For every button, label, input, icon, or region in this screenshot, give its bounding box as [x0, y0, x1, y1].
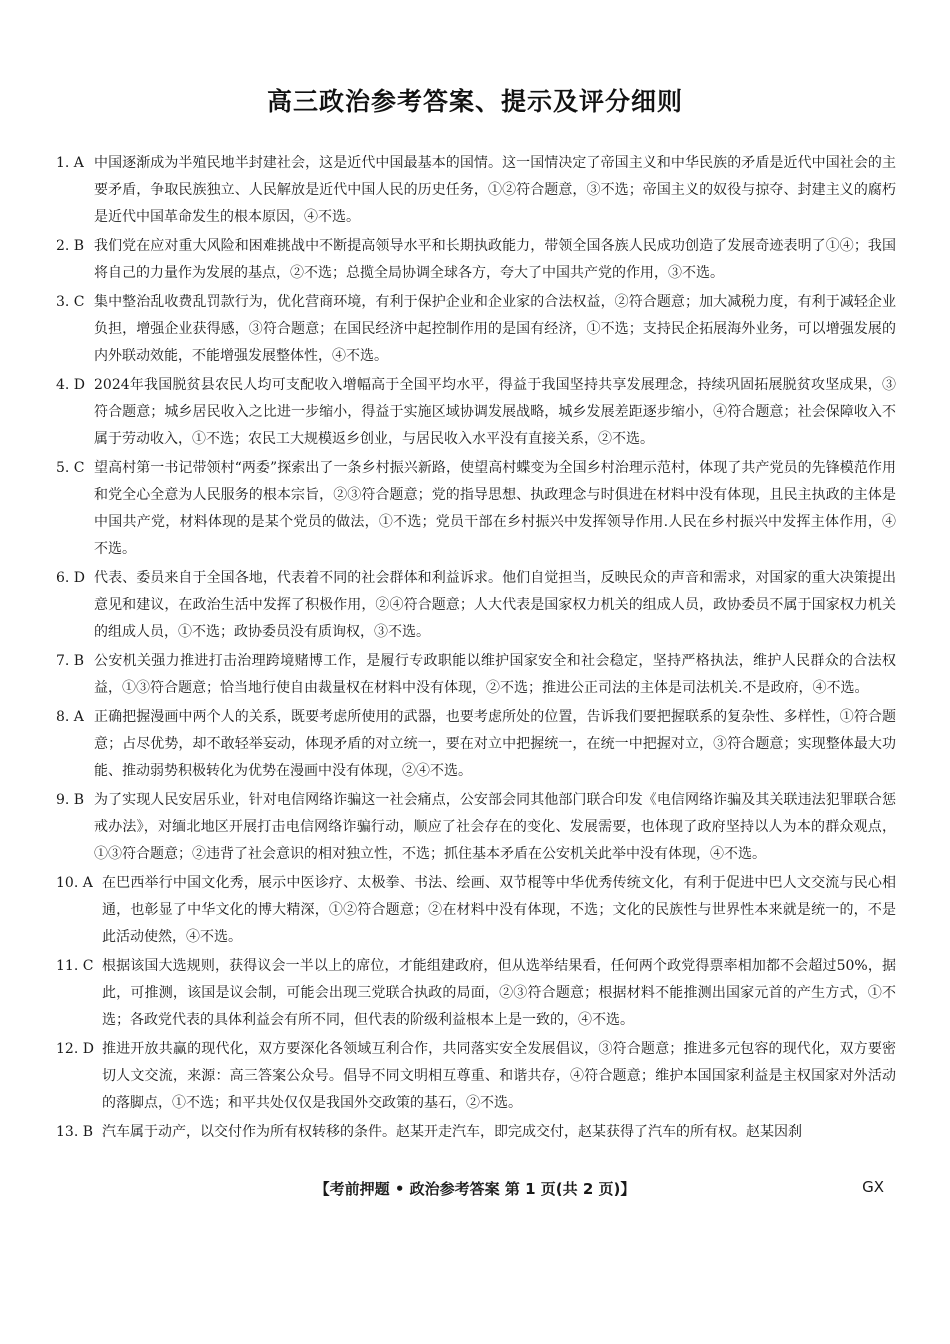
answer-number: 6. D: [56, 570, 86, 586]
footer-region-code: GX: [862, 1178, 884, 1196]
answer-item: [56, 704, 896, 785]
answer-item: [56, 565, 896, 646]
answer-explanation: 公安机关强力推进打击治理跨境赌博工作，是履行专政职能以维护国家安全和社会稳定，坚持严格执法，维护人民群众的合法权益，①③符合题意；恰当地行使自由裁量权在材料中没有体现，②不选；推进公正司法的主体是司法机关.不是政府，④不选。: [94, 653, 896, 696]
answer-explanation: 正确把握漫画中两个人的关系，既要考虑所使用的武器，也要考虑所处的位置，告诉我们要把握联系的复杂性、多样性，①符合题意；占尽优势，却不敢轻举妄动，体现矛盾的对立统一，要在对立中把握统一，在统一中把握对立，③符合题意；实现整体最大功能、推动弱势积极转化为优势在漫画中没有体现，②④不选。: [94, 709, 896, 779]
answer-number: 11. C: [56, 958, 94, 974]
answer-item: [56, 1119, 896, 1146]
footer-page-info: 【考前押题 • 政治参考答案 第 1 页(共 2 页)】: [314, 1180, 636, 1198]
answer-explanation: 根据该国大选规则，获得议会一半以上的席位，才能组建政府，但从选举结果看，任何两个政党得票率相加都不会超过50%，据此，可推测，该国是议会制，可能会出现三党联合执政的局面，②③符合题意；根据材料不能推测出国家元首的产生方式，①不选；各政党代表的具体利益会有所不同，但代表的阶级利益根本上是一致的，④不选。: [102, 958, 896, 1028]
answer-explanation: 推进开放共赢的现代化，双方要深化各领域互利合作，共同落实安全发展倡议，③符合题意；推进多元包容的现代化，双方要密切人文交流，来源：高三答案公众号。倡导不同文明相互尊重、和谐共存，④符合题意；维护本国国家利益是主权国家对外活动的落脚点，①不选；和平共处仅仅是我国外交政策的基石，②不选。: [102, 1041, 896, 1111]
answer-number: 12. D: [56, 1041, 94, 1057]
answer-explanation: 集中整治乱收费乱罚款行为，优化营商环境，有利于保护企业和企业家的合法权益，②符合题意；加大减税力度，有利于减轻企业负担，增强企业获得感，③符合题意；在国民经济中起控制作用的是国有经济，①不选；支持民企拓展海外业务，可以增强发展的内外联动效能，不能增强发展整体性，④不选。: [94, 294, 896, 364]
answer-number: 3. C: [56, 294, 85, 310]
answer-number: 5. C: [56, 460, 85, 476]
page-title: 高三政治参考答案、提示及评分细则: [266, 87, 683, 116]
answer-explanation: 代表、委员来自于全国各地，代表着不同的社会群体和利益诉求。他们自觉担当，反映民众的声音和需求，对国家的重大决策提出意见和建议，在政治生活中发挥了积极作用，②④符合题意；人大代表是国家权力机关的组成人员，政协委员不属于国家权力机关的组成人员，①不选；政协委员没有质询权，③不选。: [94, 570, 896, 640]
answer-explanation: 汽车属于动产，以交付作为所有权转移的条件。赵某开走汽车，即完成交付，赵某获得了汽车的所有权。赵某因刹: [102, 1124, 802, 1140]
answer-number: 1. A: [56, 155, 84, 171]
answer-item: [56, 648, 896, 702]
answer-number: 13. B: [56, 1124, 94, 1140]
answer-item: [56, 233, 896, 287]
answer-list: [56, 150, 896, 1148]
answer-explanation: 中国逐渐成为半殖民地半封建社会，这是近代中国最基本的国情。这一国情决定了帝国主义和中华民族的矛盾是近代中国社会的主要矛盾，争取民族独立、人民解放是近代中国人民的历史任务，①②符合题意，③不选；帝国主义的奴役与掠夺、封建主义的腐朽是近代中国革命发生的根本原因，④不选。: [94, 155, 896, 225]
answer-explanation: 2024年我国脱贫县农民人均可支配收入增幅高于全国平均水平，得益于我国坚持共享发展理念，持续巩固拓展脱贫攻坚成果，③符合题意；城乡居民收入之比进一步缩小，得益于实施区域协调发展战略，城乡发展差距逐步缩小，④符合题意；社会保障收入不属于劳动收入，①不选；农民工大规模返乡创业，与居民收入水平没有直接关系，②不选。: [94, 377, 896, 447]
answer-explanation: 望高村第一书记带领村“两委”探索出了一条乡村振兴新路，使望高村蝶变为全国乡村治理示范村，体现了共产党员的先锋模范作用和党全心全意为人民服务的根本宗旨，②③符合题意；党的指导思想、执政理念与时俱进在材料中没有体现，且民主执政的主体是中国共产党，材料体现的是某个党员的做法，①不选；党员干部在乡村振兴中发挥领导作用.人民在乡村振兴中发挥主体作用，④不选。: [94, 460, 896, 557]
answer-number: 7. B: [56, 653, 85, 669]
answer-number: 9. B: [56, 792, 85, 808]
answer-explanation: 在巴西举行中国文化秀，展示中医诊疗、太极拳、书法、绘画、双节棍等中华优秀传统文化，有利于促进中巴人文交流与民心相通，也彰显了中华文化的博大精深，①②符合题意；②在材料中没有体现，不选；文化的民族性与世界性本来就是统一的，不是此活动使然，④不选。: [102, 875, 896, 945]
answer-item: [56, 372, 896, 453]
answer-number: 8. A: [56, 709, 84, 725]
answer-item: [56, 289, 896, 370]
answer-number: 10. A: [56, 875, 93, 891]
answer-explanation: 为了实现人民安居乐业，针对电信网络诈骗这一社会痛点，公安部会同其他部门联合印发《电信网络诈骗及其关联违法犯罪联合惩戒办法》，对缅北地区开展打击电信网络诈骗行动，顺应了社会存在的变化、发展需要，也体现了政府坚持以人为本的群众观点，①③符合题意；②违背了社会意识的相对独立性，不选；抓住基本矛盾在公安机关此举中没有体现，④不选。: [94, 792, 896, 862]
answer-item: [56, 953, 896, 1034]
answer-item: [56, 787, 896, 868]
answer-item: [56, 1036, 896, 1117]
answer-item: [56, 455, 896, 563]
answer-item: [56, 150, 896, 231]
answer-explanation: 我们党在应对重大风险和困难挑战中不断提高领导水平和长期执政能力，带领全国各族人民成功创造了发展奇迹表明了①④；我国将自己的力量作为发展的基点，②不选；总揽全局协调全球各方，夸大了中国共产党的作用，③不选。: [94, 238, 896, 281]
answer-number: 2. B: [56, 238, 85, 254]
answer-number: 4. D: [56, 377, 86, 393]
answer-item: [56, 870, 896, 951]
